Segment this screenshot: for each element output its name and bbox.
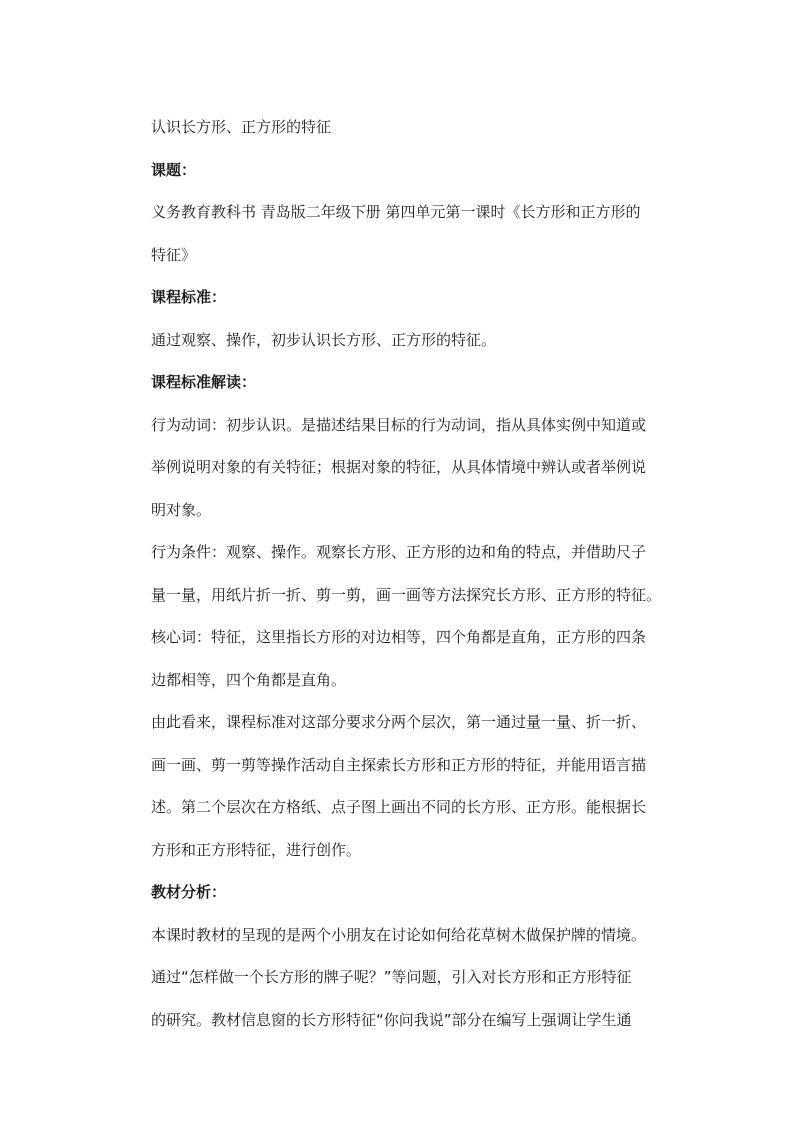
paragraph-line: 通过“怎样做一个长方形的牌子呢？”等问题，引入对长方形和正方形特征 [151, 968, 632, 986]
paragraph-line: 本课时教材的呈现的是两个小朋友在讨论如何给花草树木做保护牌的情境。 [151, 925, 647, 944]
heading-textbook-analysis: 教材分析： [151, 883, 227, 901]
paragraph-line: 行为动词：初步认识。是描述结果目标的行为动词，指从具体实例中知道或 [151, 415, 647, 434]
paragraph-line: 行为条件：观察、操作。观察长方形、正方形的边和角的特点，并借助尺子 [151, 543, 647, 561]
paragraph-line: 方形和正方形特征，进行创作。 [151, 840, 362, 859]
paragraph-line: 核心词：特征，这里指长方形的对边相等，四个角都是直角，正方形的四条 [151, 628, 647, 646]
paragraph-line: 明对象。 [151, 500, 212, 519]
document-title: 认识长方形、正方形的特征 [151, 118, 332, 136]
paragraph-line: 量一量，用纸片折一折、剪一剪，画一画等方法探究长方形、正方形的特征。 [151, 585, 662, 604]
paragraph-line: 通过观察、操作，初步认识长方形、正方形的特征。 [151, 330, 497, 349]
paragraph-line: 由此看来，课程标准对这部分要求分两个层次，第一通过量一量、折一折、 [151, 713, 647, 731]
paragraph-line: 述。第二个层次在方格纸、点子图上画出不同的长方形、正方形。能根据长 [151, 798, 647, 816]
paragraph-line: 画一画、剪一剪等操作活动自主探索长方形和正方形的特征，并能用语言描 [151, 755, 647, 774]
paragraph-line: 义务教育教科书 青岛版二年级下册 第四单元第一课时《长方形和正方形的 [151, 203, 641, 221]
paragraph-line: 边都相等，四个角都是直角。 [151, 670, 347, 689]
paragraph-line: 举例说明对象的有关特征；根据对象的特征，从具体情境中辨认或者举例说 [151, 458, 647, 476]
paragraph-line: 的研究。教材信息窗的长方形特征“你问我说”部分在编写上强调让学生通 [151, 1010, 632, 1029]
heading-standard-interpretation: 课程标准解读： [151, 373, 257, 391]
heading-topic: 课题： [151, 160, 197, 179]
paragraph-line: 特征》 [151, 245, 197, 264]
heading-curriculum-standard: 课程标准： [151, 288, 227, 306]
